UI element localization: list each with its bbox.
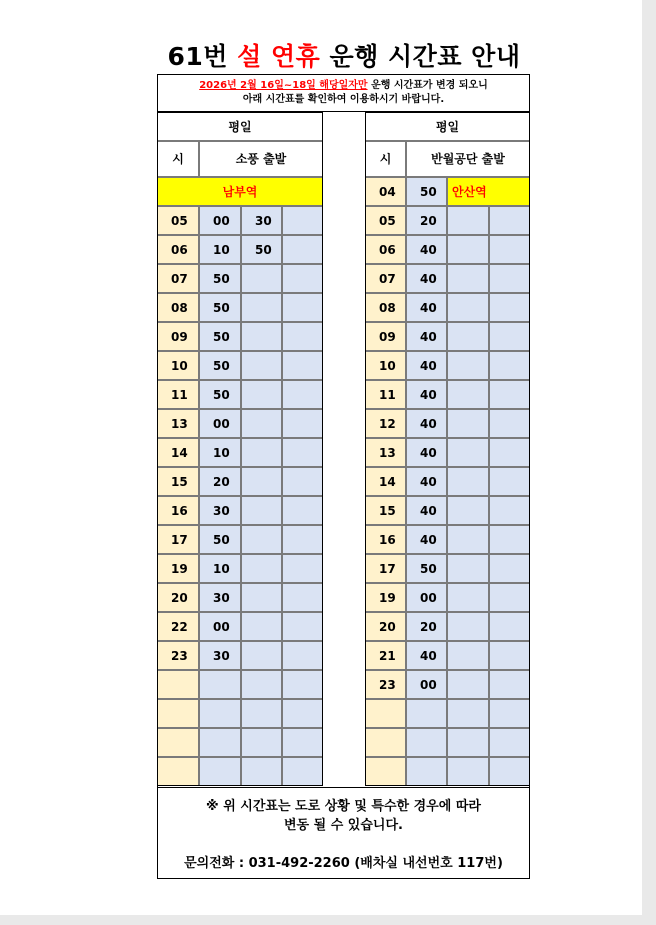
minute-cell: 40 [406, 641, 447, 670]
hour-cell: 06 [365, 235, 406, 264]
hour-cell: 09 [365, 322, 406, 351]
minute-cell: 50 [199, 264, 241, 293]
hour-cell: 11 [365, 380, 406, 409]
hour-cell: 08 [365, 293, 406, 322]
right-day-label: 평일 [365, 112, 530, 141]
left-departure-header: 소풍 출발 [199, 141, 323, 177]
notice-highlight: 2026년 2월 16일~18일 해당일자만 [199, 80, 368, 91]
minute-cell: 40 [406, 438, 447, 467]
minute-cell: 40 [406, 380, 447, 409]
right-hour-header: 시 [365, 141, 406, 177]
minute-cell: 00 [199, 409, 241, 438]
footer-box [157, 787, 530, 879]
footer-note-line1: ※ 위 시간표는 도로 상황 및 특수한 경우에 따라 [206, 799, 481, 814]
hour-cell: 21 [365, 641, 406, 670]
title-part2: 운행 시간표 안내 [320, 42, 521, 71]
hour-cell: 14 [157, 438, 199, 467]
title-part1: 61번 [167, 42, 238, 71]
minute-cell: 10 [199, 554, 241, 583]
hour-cell: 07 [157, 264, 199, 293]
hour-cell: 05 [157, 206, 199, 235]
minute-cell: 50 [199, 380, 241, 409]
hour-cell: 05 [365, 206, 406, 235]
hour-cell: 23 [365, 670, 406, 699]
hour-cell: 20 [365, 612, 406, 641]
page-edge-bottom [0, 915, 656, 925]
minute-cell: 50 [199, 525, 241, 554]
minute-cell: 20 [406, 206, 447, 235]
hour-cell: 06 [157, 235, 199, 264]
hour-cell: 14 [365, 467, 406, 496]
hour-cell: 19 [157, 554, 199, 583]
minute-cell: 40 [406, 467, 447, 496]
hour-cell: 22 [157, 612, 199, 641]
left-hour-header: 시 [157, 141, 199, 177]
hour-cell: 09 [157, 322, 199, 351]
minute-cell: 40 [406, 351, 447, 380]
minute-cell: 40 [406, 264, 447, 293]
hour-cell: 15 [157, 467, 199, 496]
minute-cell: 00 [199, 612, 241, 641]
hour-cell: 20 [157, 583, 199, 612]
minute-cell: 40 [406, 322, 447, 351]
hour-cell: 13 [365, 438, 406, 467]
minute-cell: 40 [406, 293, 447, 322]
left-day-label: 평일 [157, 112, 323, 141]
minute-cell: 40 [406, 496, 447, 525]
minute-cell: 50 [199, 351, 241, 380]
minute-cell: 30 [241, 206, 282, 235]
hour-cell: 07 [365, 264, 406, 293]
hour-cell: 08 [157, 293, 199, 322]
minute-cell: 30 [199, 496, 241, 525]
notice-line2: 아래 시간표를 확인하여 이용하시기 바랍니다. [242, 94, 445, 105]
hour-cell: 10 [157, 351, 199, 380]
page-edge [642, 0, 656, 925]
hour-cell: 17 [157, 525, 199, 554]
minute-cell: 50 [199, 322, 241, 351]
minute-cell: 10 [199, 438, 241, 467]
right-first-hour: 04 [365, 177, 406, 206]
hour-cell: 10 [365, 351, 406, 380]
hour-cell: 16 [365, 525, 406, 554]
minute-cell: 50 [199, 293, 241, 322]
minute-cell: 00 [406, 670, 447, 699]
minute-cell: 30 [199, 641, 241, 670]
minute-cell: 50 [241, 235, 282, 264]
hour-cell: 12 [365, 409, 406, 438]
footer-note [158, 797, 529, 835]
hour-cell: 23 [157, 641, 199, 670]
notice-box [157, 74, 530, 112]
minute-cell: 50 [406, 554, 447, 583]
right-station-banner: 안산역 [447, 177, 530, 206]
footer-contact: 문의전화 : 031-492-2260 (배차실 내선번호 117번) [184, 856, 503, 871]
minute-cell: 00 [199, 206, 241, 235]
hour-cell: 11 [157, 380, 199, 409]
right-departure-header: 반월공단 출발 [406, 141, 530, 177]
footer-note-line2: 변동 될 수 있습니다. [284, 818, 403, 833]
title-highlight: 설 연휴 [237, 42, 321, 71]
hour-cell: 15 [365, 496, 406, 525]
minute-cell: 20 [406, 612, 447, 641]
notice-line1-rest: 운행 시간표가 변경 되오니 [367, 80, 488, 91]
hour-cell: 16 [157, 496, 199, 525]
hour-cell: 17 [365, 554, 406, 583]
minute-cell: 40 [406, 525, 447, 554]
hour-cell: 19 [365, 583, 406, 612]
hour-cell: 13 [157, 409, 199, 438]
left-station-banner: 남부역 [157, 177, 323, 206]
minute-cell: 40 [406, 409, 447, 438]
page-title [158, 38, 530, 76]
table-outline [157, 112, 530, 787]
minute-cell: 10 [199, 235, 241, 264]
notice-line1 [158, 79, 529, 93]
minute-cell: 30 [199, 583, 241, 612]
minute-cell: 40 [406, 235, 447, 264]
minute-cell: 20 [199, 467, 241, 496]
minute-cell: 00 [406, 583, 447, 612]
right-first-minute: 50 [406, 177, 447, 206]
